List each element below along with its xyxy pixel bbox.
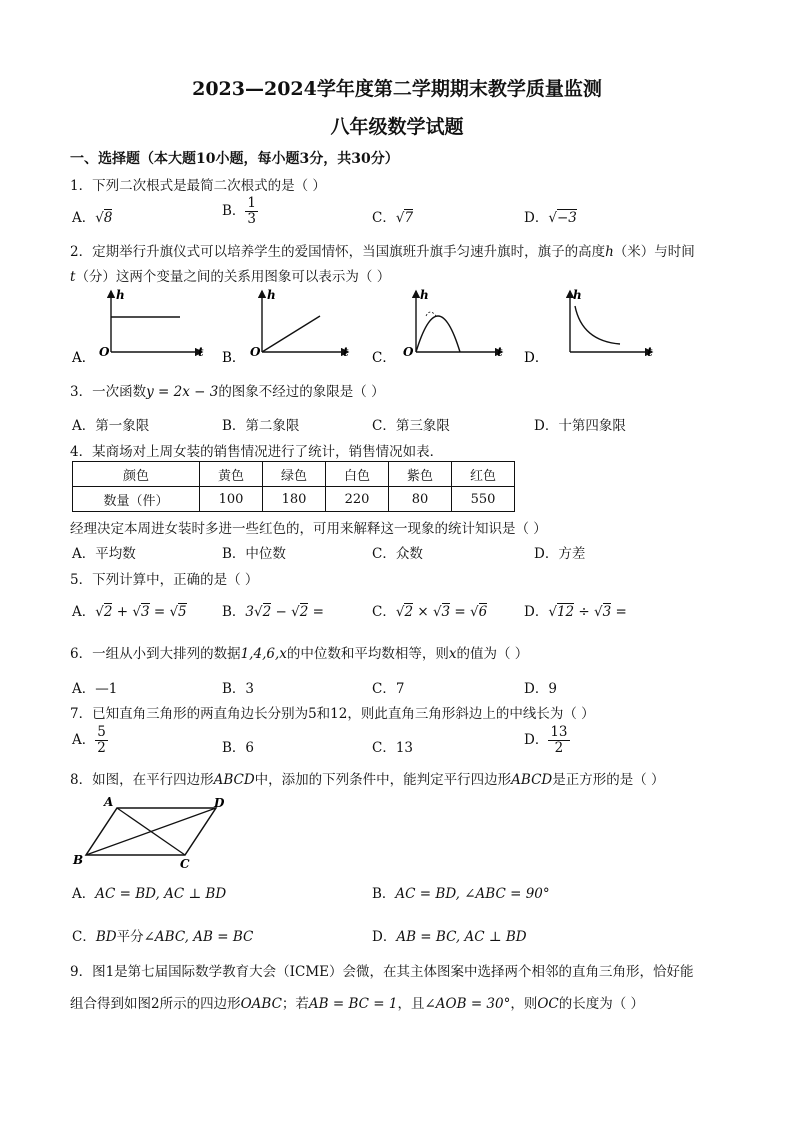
question-3-stem: 3．一次函数y = 2x − 3的图象不经过的象限是（ ）: [70, 384, 385, 400]
vertex-b-label: B: [73, 853, 84, 867]
graph-curve-c: [416, 316, 460, 352]
parallelogram-figure: [70, 790, 240, 870]
q5-option-c: C．√2 × √3 = √6: [372, 604, 488, 620]
svg-text:O: O: [250, 345, 261, 359]
question-7-stem: 7．已知直角三角形的两直角边长分别为5和12，则此直角三角形斜边上的中线长为（ ）: [70, 706, 595, 722]
q3-option-b: B．第二象限: [222, 418, 300, 434]
graph-line-b: [262, 316, 320, 352]
q2-graphs: [70, 286, 710, 366]
table-row: [73, 487, 515, 512]
page-title: 2023—2024学年度第二学期期末教学质量监测: [192, 78, 602, 100]
svg-text:t: t: [343, 345, 349, 359]
q4-option-b: B．中位数: [222, 546, 286, 562]
svg-text:O: O: [99, 345, 110, 359]
q7-option-c: C．13: [372, 740, 414, 756]
question-8-stem: 8．如图，在平行四边形ABCD中，添加的下列条件中，能判定平行四边形ABCD是正方形的是（ ）: [70, 772, 665, 788]
table-cell: 180: [263, 487, 326, 512]
svg-text:t: t: [497, 345, 503, 359]
svg-text:h: h: [420, 288, 429, 302]
q8-option-b: B．AC = BD, ∠ABC = 90°: [372, 886, 550, 902]
sqrt-icon: √: [95, 210, 104, 226]
q3-option-c: C．第三象限: [372, 418, 450, 434]
q7-option-a: A． $\frac{5}{2}$: [72, 724, 106, 756]
q2-label-b: B．: [222, 350, 246, 366]
vertex-c-label: C: [180, 857, 190, 870]
vertex-a-label: A: [104, 795, 114, 809]
q8-option-a: A．AC = BD, AC ⊥ BD: [72, 886, 227, 902]
q4-option-a: A．平均数: [72, 546, 136, 562]
svg-text:h: h: [573, 288, 582, 302]
question-4-stem: 4．某商场对上周女装的销售情况进行了统计，销售情况如表．: [70, 444, 444, 460]
q1-option-d: D．√−3: [524, 210, 577, 226]
svg-text:O: O: [403, 345, 414, 359]
table-row: [73, 462, 515, 487]
q8-option-c: C．BD平分∠ABC, AB = BC: [72, 929, 254, 945]
question-9-line2: 组合得到如图2所示的四边形OABC；若AB = BC = 1，且∠AOB = 30°，则OC的长度为（ ）: [70, 996, 645, 1012]
question-4-stem2: 经理决定本周进女装时多进一些红色的，可用来解释这一现象的统计知识是（ ）: [70, 521, 547, 537]
diagonal-bd: [86, 808, 216, 855]
table-cell: 220: [326, 487, 389, 512]
table-cell: 80: [389, 487, 452, 512]
q7-option-b: B．6: [222, 740, 255, 756]
table-cell: 紫色: [389, 462, 452, 487]
sales-table: [72, 461, 515, 512]
table-cell: 颜色: [73, 462, 200, 487]
sqrt-icon: √: [548, 210, 557, 226]
question-2-stem-line1: 2．定期举行升旗仪式可以培养学生的爱国情怀，当国旗班升旗手匀速升旗时，旗子的高度h（米）与时间: [70, 244, 695, 260]
question-6-stem: 6．一组从小到大排列的数据1,4,6,x的中位数和平均数相等，则x的值为（ ）: [70, 646, 529, 662]
table-cell: 红色: [452, 462, 515, 487]
question-9-line1: 9．图1是第七届国际数学教育大会（ICME）会微，在其主体图案中选择两个相邻的直角三角形，恰好能: [70, 964, 694, 980]
svg-text:t: t: [647, 345, 653, 359]
q5-option-b: B．3√2 − √2 =: [222, 604, 324, 620]
q2-label-d: D．: [524, 350, 549, 366]
q4-option-c: C．众数: [372, 546, 423, 562]
section-heading: 一、选择题（本大题10小题，每小题3分，共30分）: [70, 151, 399, 167]
question-5-stem: 5．下列计算中，正确的是（ ）: [70, 572, 259, 588]
question-1-stem: 1．下列二次根式是最简二次根式的是（ ）: [70, 178, 326, 194]
graph-curve-d: [575, 306, 620, 344]
svg-text:h: h: [267, 288, 276, 302]
q3-option-a: A．第一象限: [72, 418, 150, 434]
q5-option-d: D．√12 ÷ √3 =: [524, 604, 627, 620]
q6-option-c: C．7: [372, 681, 405, 697]
q8-option-d: D．AB = BC, AC ⊥ BD: [372, 929, 527, 945]
q6-option-d: D．9: [524, 681, 557, 697]
table-cell: 白色: [326, 462, 389, 487]
q2-label-c: C．: [372, 350, 396, 366]
q6-option-a: A．—1: [72, 681, 118, 697]
svg-text:t: t: [198, 345, 204, 359]
table-cell: 数量（件）: [73, 487, 200, 512]
table-cell: 550: [452, 487, 515, 512]
question-2-stem-line2: t（分）这两个变量之间的关系用图象可以表示为（ ）: [70, 269, 391, 285]
q1-option-b: B． $\frac{1}{3}$: [222, 195, 257, 227]
svg-text:h: h: [116, 288, 125, 302]
page-subtitle: 八年级数学试题: [330, 116, 464, 138]
table-cell: 100: [200, 487, 263, 512]
q1-option-a: A．√8: [72, 210, 113, 226]
q6-option-b: B．3: [222, 681, 255, 697]
sqrt-icon: √: [395, 210, 405, 226]
table-cell: 黄色: [200, 462, 263, 487]
graph-mark-c: [426, 312, 436, 316]
q5-option-a: A．√2 + √3 = √5: [72, 604, 187, 620]
vertex-d-label: D: [214, 796, 225, 810]
table-cell: 绿色: [263, 462, 326, 487]
q4-option-d: D．方差: [534, 546, 586, 562]
q1-option-c: C．√7: [372, 210, 414, 226]
q3-option-d: D．十第四象限: [534, 418, 626, 434]
q7-option-d: D． $\frac{13}{2}$: [524, 724, 568, 756]
q2-label-a: A．: [72, 350, 96, 366]
